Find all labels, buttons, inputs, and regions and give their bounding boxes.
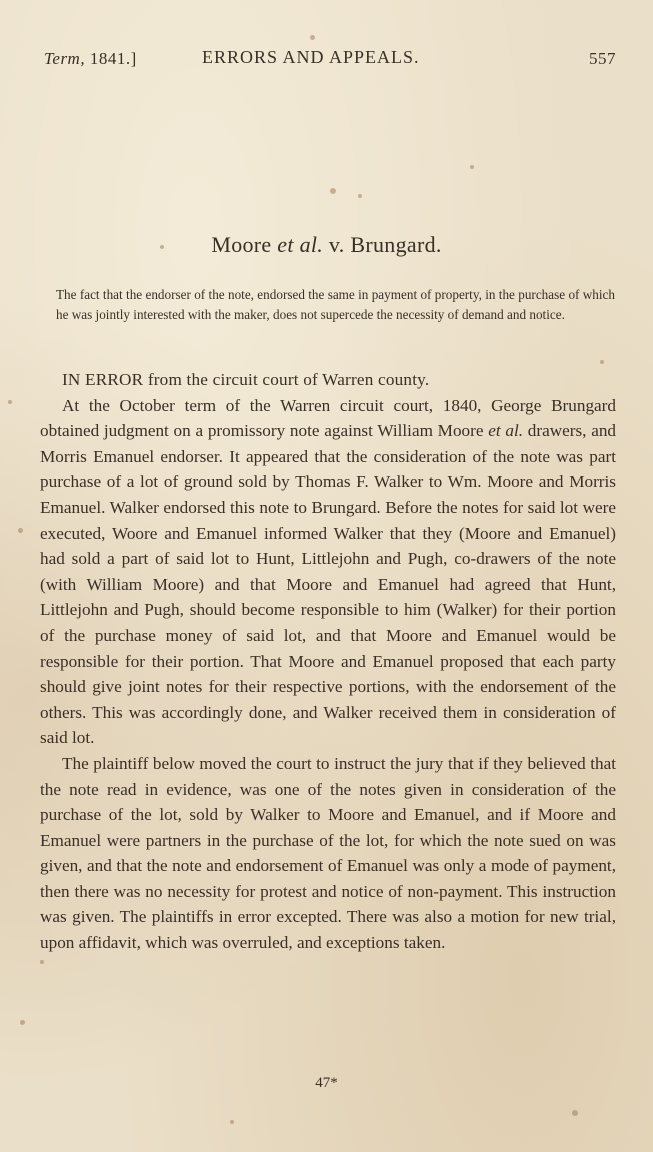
foxing-spot (572, 1110, 578, 1116)
term-label (44, 49, 137, 69)
foxing-spot (230, 1120, 234, 1124)
opinion-body (40, 367, 616, 956)
case-party-1: Moore (211, 232, 272, 257)
headnote: The fact that the endorser of the note, endorsed the same in payment of property, in the purchase of which he was jointly interested with the maker, does not supercede the necessity of demand and notice. (56, 287, 615, 322)
case-party-2: v. Brungard. (328, 232, 442, 257)
running-header (44, 47, 616, 75)
case-et-al: et al. (277, 232, 324, 257)
foxing-spot (310, 35, 315, 40)
foxing-spot (358, 194, 362, 198)
paragraph-instruction: The plaintiff below moved the court to instruct the jury that if they believed that the note read in evidence, was one of the notes given in consideration of the purchase of the lot, sold by Walker to Moore and Emanuel, and if Moore and Emanuel were partners in the purchase of the lot, for which the note sued on was given, and that the note and endorsement of Emanuel was only a mode of payment, then there was no necessity for protest and notice of non-payment. This instruction was given. The plaintiffs in error excepted. There was also a motion for new trial, upon affidavit, which was overruled, and exceptions taken. (40, 753, 616, 953)
foxing-spot (20, 1020, 25, 1025)
foxing-spot (160, 245, 164, 249)
foxing-spot (18, 528, 23, 533)
term-word: Term, (44, 49, 86, 68)
foxing-spot (330, 188, 336, 194)
foxing-spot (470, 165, 474, 169)
signature-mark: 47* (315, 1075, 338, 1091)
facts-part-a: At the October term of the Warren circuit court, 1840, George Brungard obtained judgment on a promissory note against William Moore (40, 395, 616, 441)
paragraph-intro: IN ERROR from the circuit court of Warren county. (62, 370, 430, 389)
case-title (0, 232, 653, 258)
foxing-spot (600, 360, 604, 364)
foxing-spot (8, 400, 12, 404)
page-number: 557 (589, 49, 616, 68)
section-title: ERRORS AND APPEALS. (202, 47, 420, 67)
foxing-spot (40, 960, 44, 964)
paragraph-facts (40, 393, 616, 751)
term-year: 1841.] (89, 49, 137, 68)
facts-et-al: et al. (488, 421, 524, 441)
facts-part-b: drawers, and Morris Emanuel endorser. It appeared that the consideration of the note was part purchase of a lot of ground sold by Thomas F. Walker to Wm. Moore and Morris Emanuel. Walker endorsed this note to Brungard. Before the notes for said lot were executed, Woore and Emanuel informed Walker that they (Moore and Emanuel) had sold a part of said lot to Hunt, Littlejohn and Pugh, co-drawers of the note (with William Moore) and that Moore and Emanuel had agreed that Hunt, Littlejohn and Pugh, should become responsible to him (Walker) for their portion of the purchase money of said lot, and that Moore and Emanuel would be responsible for their portion. That Moore and Emanuel proposed that each party should give joint notes for their respective portions, with the endorsement of the others. This was accordingly done, and Walker received them in consideration of said lot. (40, 421, 617, 748)
